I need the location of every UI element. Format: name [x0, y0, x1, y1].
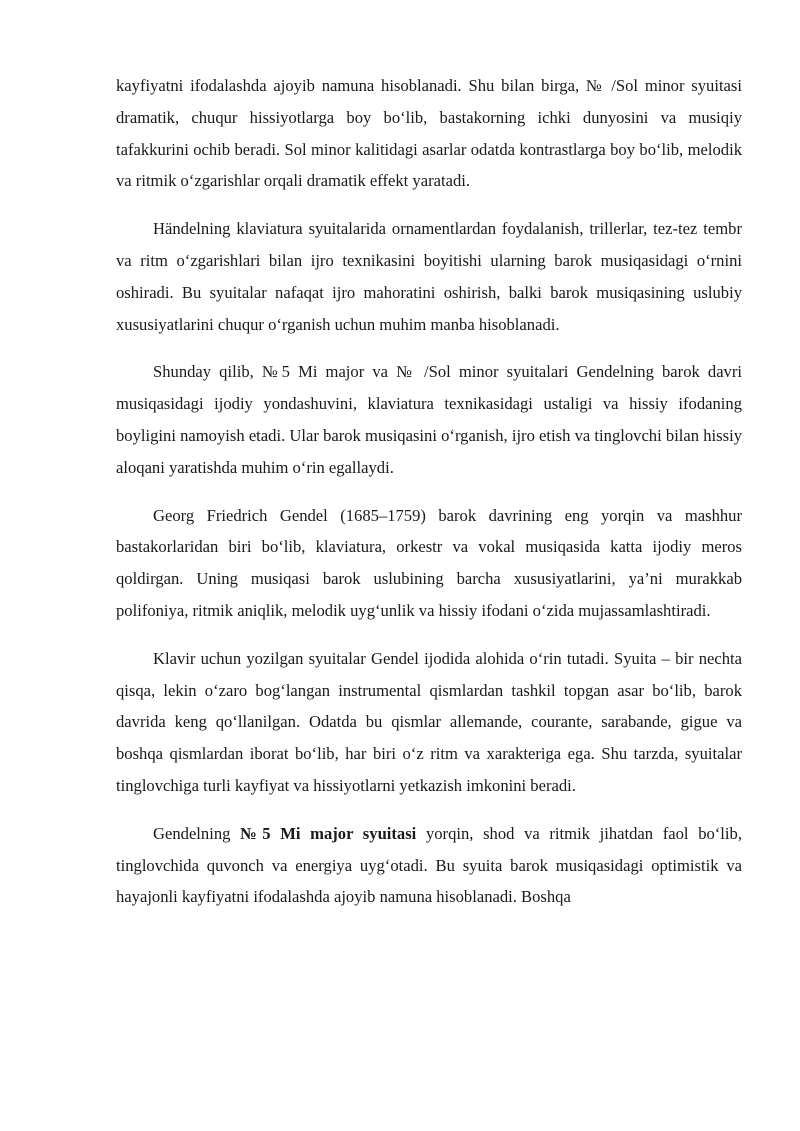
paragraph-5: Klavir uchun yozilgan syuitalar Gendel ijodida alohida o‘rin tutadi. Syuita – bir nechta qisqa, lekin o‘zaro bog‘langan instrumental qismlardan tashkil topgan asar bo‘lib, barok davrida keng qo‘llanilgan. Odatda bu qismlar allemande, courante, sarabande, gigue va boshqa qismlardan iborat bo‘lib, har biri o‘z ritm va xarakteriga ega. Shu tarzda, syuitalar tinglovchiga turli kayfiyat va hissiyotlarni yetkazish imkonini beradi. [116, 648, 742, 795]
paragraph-3: Shunday qilib, №5 Mi major va № /Sol minor syuitalari Gendelning barok davri musiqasidagi ijodiy yondashuvini, klaviatura texnikasidagi ustaligi va hissiy ifodaning boyligini namoyish etadi. Ular barok musiqasini o‘rganish, ijro etish va tinglovchi bilan hissiy aloqani yaratishda muhim o‘rin egallaydi. [116, 362, 742, 477]
paragraph-2: Händelning klaviatura syuitalarida ornamentlardan foydalanish, trillerlar, tez-tez tembr va ritm o‘zgarishlari bilan ijro texnikasini boyitishi ularning barok musiqasidagi o‘rnini oshiradi. Bu syuitalar nafaqat ijro mahoratini oshirish, balki barok musiqasining uslubiy xususiyatlarini chuqur o‘rganish uchun muhim manba hisoblanadi. [116, 219, 742, 334]
paragraph-6 [116, 818, 742, 913]
paragraph-4: Georg Friedrich Gendel (1685–1759) barok davrining eng yorqin va mashhur bastakorlaridan biri bo‘lib, klaviatura, orkestr va vokal musiqasida katta ijodiy meros qoldirgan. Uning musiqasi barok uslubining barcha xususiyatlarini, ya’ni murakkab polifoniya, ritmik aniqlik, melodik uyg‘unlik va hissiy ifodani o‘zida mujassamlashtiradi. [116, 505, 742, 620]
suite-title-bold: №5 Mi major syuitasi [240, 823, 417, 843]
document-page [116, 70, 742, 929]
paragraph-6-prefix: Gendelning [153, 823, 241, 843]
paragraph-1: kayfiyatni ifodalashda ajoyib namuna hisoblanadi. Shu bilan birga, № /Sol minor syuitasi dramatik, chuqur hissiyotlarga boy bo‘lib, bastakorning ichki dunyosini va musiqiy tafakkurini ochib beradi. Sol minor kalitidagi asarlar odatda kontrastlarga boy bo‘lib, melodik va ritmik o‘zgarishlar orqali dramatik effekt yaratadi. [116, 76, 742, 191]
paragraph-6-suffix: yorqin, shod va ritmik jihatdan faol bo‘lib, tinglovchida quvonch va energiya uyg‘otadi. Bu syuita barok musiqasidagi optimistik va hayajonli kayfiyatni ifodalashda ajoyib namuna hisoblanadi. Boshqa [116, 823, 742, 907]
